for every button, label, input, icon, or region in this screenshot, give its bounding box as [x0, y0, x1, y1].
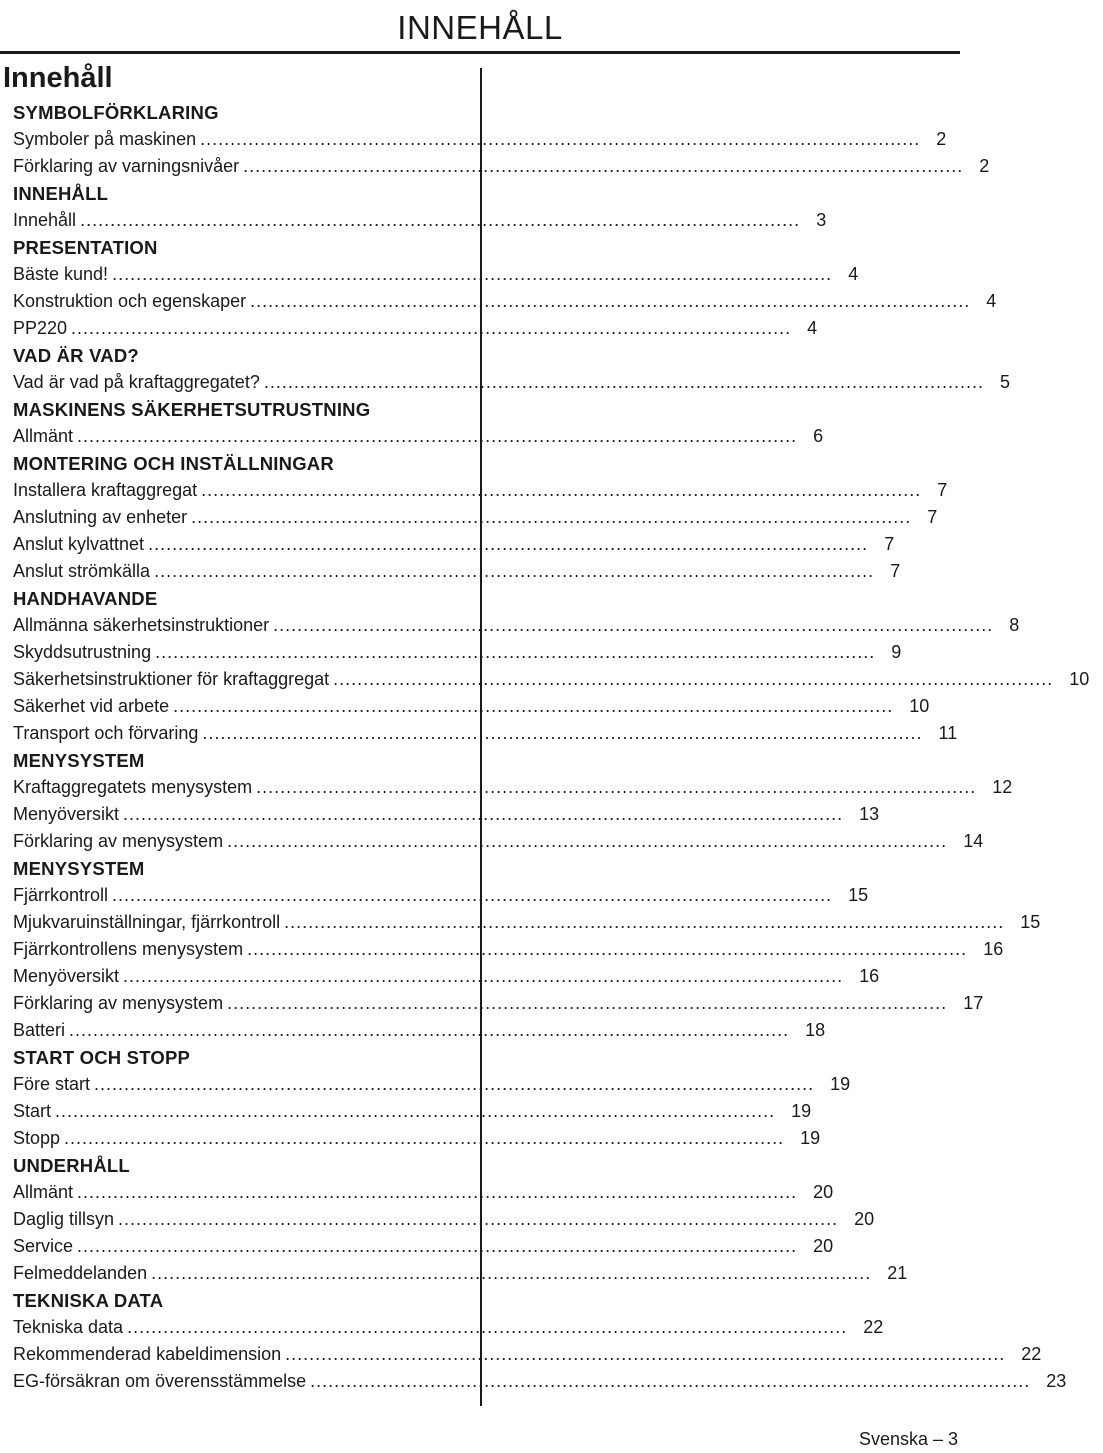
toc-leader-dots: ........................................................................................................................: [256, 777, 977, 797]
page-footer: Svenska – 3: [858, 1429, 958, 1449]
header-rule: [0, 51, 960, 54]
toc-entry-label: EG-försäkran om överensstämmelse: [13, 1371, 307, 1391]
toc-entry: [13, 693, 930, 720]
toc-entry-label: Transport och förvaring: [13, 723, 199, 743]
toc-entry: [13, 477, 948, 504]
toc-entry-label: Innehåll: [13, 210, 77, 230]
toc-section-heading: UNDERHÅLL: [13, 1155, 130, 1176]
toc-entry-label: Service: [13, 1236, 74, 1256]
toc-leader-dots: ........................................................................................................................: [243, 156, 964, 176]
toc-leader-dots: ........................................................................................................................: [151, 1263, 872, 1283]
toc-leader-dots: ........................................................................................................................: [64, 1128, 785, 1148]
toc-entry-page: 2: [936, 129, 947, 149]
toc-entry: [13, 126, 947, 153]
toc-entry-label: Menyöversikt: [13, 804, 120, 824]
toc-entry: [13, 1179, 834, 1206]
toc-entry: [13, 207, 827, 234]
toc-entry: [13, 288, 997, 315]
toc-entry: [13, 963, 880, 990]
toc-entry-label: Förklaring av menysystem: [13, 993, 224, 1013]
toc-leader-dots: ........................................................................................................................: [77, 1182, 798, 1202]
toc-entry: [13, 558, 901, 585]
toc-entry-page: 19: [830, 1074, 851, 1094]
toc-entry-page: 6: [813, 426, 824, 446]
toc-entry-label: Före start: [13, 1074, 91, 1094]
toc-leader-dots: ........................................................................................................................: [284, 912, 1005, 932]
toc-leader-dots: ........................................................................................................................: [127, 1317, 848, 1337]
toc-entry-label: Säkerhetsinstruktioner för kraftaggregat: [13, 669, 330, 689]
toc-leader-dots: ........................................................................................................................: [155, 642, 876, 662]
toc-entry-page: 19: [791, 1101, 812, 1121]
toc-entry-page: 18: [805, 1020, 826, 1040]
toc-leader-dots: ........................................................................................................................: [333, 669, 1054, 689]
toc-entry-label: Allmänt: [13, 1182, 74, 1202]
toc-leader-dots: ........................................................................................................................: [123, 966, 844, 986]
toc-section-heading: MASKINENS SÄKERHETSUTRUSTNING: [13, 399, 371, 420]
toc-entry: [13, 1071, 851, 1098]
toc-section-heading: MONTERING OCH INSTÄLLNINGAR: [13, 453, 334, 474]
toc-entry: [13, 1233, 834, 1260]
toc-entry: [13, 1341, 1042, 1368]
toc-entry-page: 12: [992, 777, 1013, 797]
toc-entry-page: 19: [800, 1128, 821, 1148]
toc-leader-dots: ........................................................................................................................: [77, 426, 798, 446]
toc-entry: [13, 990, 984, 1017]
toc-entry-page: 7: [884, 534, 895, 554]
toc-entry: [13, 666, 1090, 693]
toc-entry: [13, 1206, 875, 1233]
toc-entry: [13, 423, 824, 450]
toc-entry-page: 15: [848, 885, 869, 905]
toc-leader-dots: ........................................................................................................................: [112, 885, 833, 905]
toc-leader-dots: ........................................................................................................................: [191, 507, 912, 527]
toc-entry: [13, 1098, 812, 1125]
toc-entry-page: 10: [1069, 669, 1090, 689]
toc-leader-dots: ........................................................................................................................: [285, 1344, 1006, 1364]
toc-entry-page: 7: [890, 561, 901, 581]
table-of-contents: [13, 99, 1090, 1395]
page-header-title: INNEHÅLL: [397, 9, 563, 46]
toc-leader-dots: ........................................................................................................................: [201, 480, 922, 500]
toc-leader-dots: ........................................................................................................................: [77, 1236, 798, 1256]
toc-entry: [13, 828, 984, 855]
toc-entry-label: Vad är vad på kraftaggregatet?: [13, 372, 260, 392]
toc-entry-label: Menyöversikt: [13, 966, 120, 986]
toc-entry-page: 3: [816, 210, 827, 230]
toc-entry-label: Rekommenderad kabeldimension: [13, 1344, 282, 1364]
toc-entry: [13, 315, 818, 342]
toc-leader-dots: ........................................................................................................................: [123, 804, 844, 824]
toc-entry-label: Symboler på maskinen: [13, 129, 197, 149]
toc-entry-label: Allmänt: [13, 426, 74, 446]
toc-entry-label: Start: [13, 1101, 52, 1121]
toc-entry-page: 22: [1021, 1344, 1042, 1364]
toc-entry-label: Kraftaggregatets menysystem: [13, 777, 253, 797]
toc-leader-dots: ........................................................................................................................: [94, 1074, 815, 1094]
toc-entry-label: Konstruktion och egenskaper: [13, 291, 247, 311]
toc-entry-page: 5: [999, 372, 1010, 392]
toc-entry: [13, 882, 869, 909]
toc-leader-dots: ........................................................................................................................: [69, 1020, 790, 1040]
toc-section-heading: START OCH STOPP: [13, 1047, 191, 1068]
toc-entry-page: 17: [963, 993, 984, 1013]
toc-entry-label: Förklaring av varningsnivåer: [13, 156, 240, 176]
toc-entry-page: 16: [859, 966, 880, 986]
toc-entry: [13, 1017, 826, 1044]
toc-entry: [13, 261, 859, 288]
toc-entry: [13, 531, 895, 558]
toc-entry-page: 7: [937, 480, 948, 500]
toc-entry: [13, 936, 1004, 963]
toc-entry-label: Stopp: [13, 1128, 61, 1148]
toc-entry: [13, 639, 902, 666]
toc-entry: [13, 774, 1013, 801]
toc-entry: [13, 1368, 1067, 1395]
toc-entry: [13, 1125, 821, 1152]
toc-entry: [13, 504, 938, 531]
toc-entry-label: PP220: [13, 318, 68, 338]
toc-entry: [13, 369, 1010, 396]
toc-entry-label: Installera kraftaggregat: [13, 480, 198, 500]
toc-entry-page: 10: [909, 696, 930, 716]
toc-entry-page: 7: [927, 507, 938, 527]
toc-heading: Innehåll: [3, 62, 113, 94]
toc-entry: [13, 153, 990, 180]
toc-section-heading: MENYSYSTEM: [13, 750, 145, 771]
toc-entry-label: Allmänna säkerhetsinstruktioner: [13, 615, 270, 635]
toc-entry-page: 16: [983, 939, 1004, 959]
toc-entry-label: Fjärrkontroll: [13, 885, 109, 905]
toc-entry-label: Bäste kund!: [13, 264, 109, 284]
toc-entry-label: Anslutning av enheter: [13, 507, 188, 527]
toc-leader-dots: ........................................................................................................................: [227, 831, 948, 851]
toc-leader-dots: ........................................................................................................................: [250, 291, 971, 311]
toc-leader-dots: ........................................................................................................................: [310, 1371, 1031, 1391]
toc-entry-label: Anslut strömkälla: [13, 561, 151, 581]
toc-section-heading: INNEHÅLL: [13, 183, 109, 204]
toc-entry-page: 9: [891, 642, 902, 662]
toc-entry-page: 11: [938, 723, 958, 743]
toc-entry-label: Förklaring av menysystem: [13, 831, 224, 851]
toc-entry: [13, 801, 880, 828]
toc-entry: [13, 720, 958, 747]
toc-section-heading: HANDHAVANDE: [13, 588, 158, 609]
toc-section-heading: VAD ÄR VAD?: [13, 345, 139, 366]
toc-leader-dots: ........................................................................................................................: [200, 129, 921, 149]
toc-entry-page: 20: [854, 1209, 875, 1229]
toc-leader-dots: ........................................................................................................................: [247, 939, 968, 959]
toc-entry-page: 8: [1009, 615, 1020, 635]
toc-entry-page: 21: [887, 1263, 908, 1283]
toc-entry: [13, 1260, 908, 1287]
toc-entry-label: Fjärrkontrollens menysystem: [13, 939, 244, 959]
toc-leader-dots: ........................................................................................................................: [273, 615, 994, 635]
toc-section-heading: PRESENTATION: [13, 237, 158, 258]
toc-leader-dots: ........................................................................................................................: [118, 1209, 839, 1229]
toc-entry-page: 14: [963, 831, 984, 851]
toc-entry-page: 4: [848, 264, 859, 284]
toc-entry: [13, 909, 1041, 936]
toc-entry-page: 2: [979, 156, 990, 176]
toc-leader-dots: ........................................................................................................................: [55, 1101, 776, 1121]
toc-entry-page: 23: [1046, 1371, 1067, 1391]
toc-leader-dots: ........................................................................................................................: [227, 993, 948, 1013]
toc-entry-label: Mjukvaruinställningar, fjärrkontroll: [13, 912, 281, 932]
toc-entry-label: Batteri: [13, 1020, 66, 1040]
toc-entry-label: Tekniska data: [13, 1317, 124, 1337]
toc-section-heading: SYMBOLFÖRKLARING: [13, 102, 219, 123]
toc-entry-label: Felmeddelanden: [13, 1263, 148, 1283]
toc-leader-dots: ........................................................................................................................: [112, 264, 833, 284]
toc-entry: [13, 1314, 884, 1341]
toc-section-heading: TEKNISKA DATA: [13, 1290, 164, 1311]
toc-entry-label: Skyddsutrustning: [13, 642, 152, 662]
toc-entry-page: 4: [807, 318, 818, 338]
toc-leader-dots: ........................................................................................................................: [202, 723, 923, 743]
toc-entry-page: 4: [986, 291, 997, 311]
toc-leader-dots: ........................................................................................................................: [154, 561, 875, 581]
toc-entry-label: Anslut kylvattnet: [13, 534, 145, 554]
toc-entry-label: Daglig tillsyn: [13, 1209, 115, 1229]
toc-leader-dots: ........................................................................................................................: [71, 318, 792, 338]
toc-leader-dots: ........................................................................................................................: [80, 210, 801, 230]
toc-entry-label: Säkerhet vid arbete: [13, 696, 170, 716]
toc-entry-page: 20: [813, 1236, 834, 1256]
toc-leader-dots: ........................................................................................................................: [173, 696, 894, 716]
toc-leader-dots: ........................................................................................................................: [148, 534, 869, 554]
toc-entry-page: 20: [813, 1182, 834, 1202]
toc-entry-page: 22: [863, 1317, 884, 1337]
toc-entry-page: 15: [1020, 912, 1041, 932]
toc-entry-page: 13: [859, 804, 880, 824]
toc-entry: [13, 612, 1020, 639]
toc-leader-dots: ........................................................................................................................: [263, 372, 984, 392]
toc-section-heading: MENYSYSTEM: [13, 858, 145, 879]
